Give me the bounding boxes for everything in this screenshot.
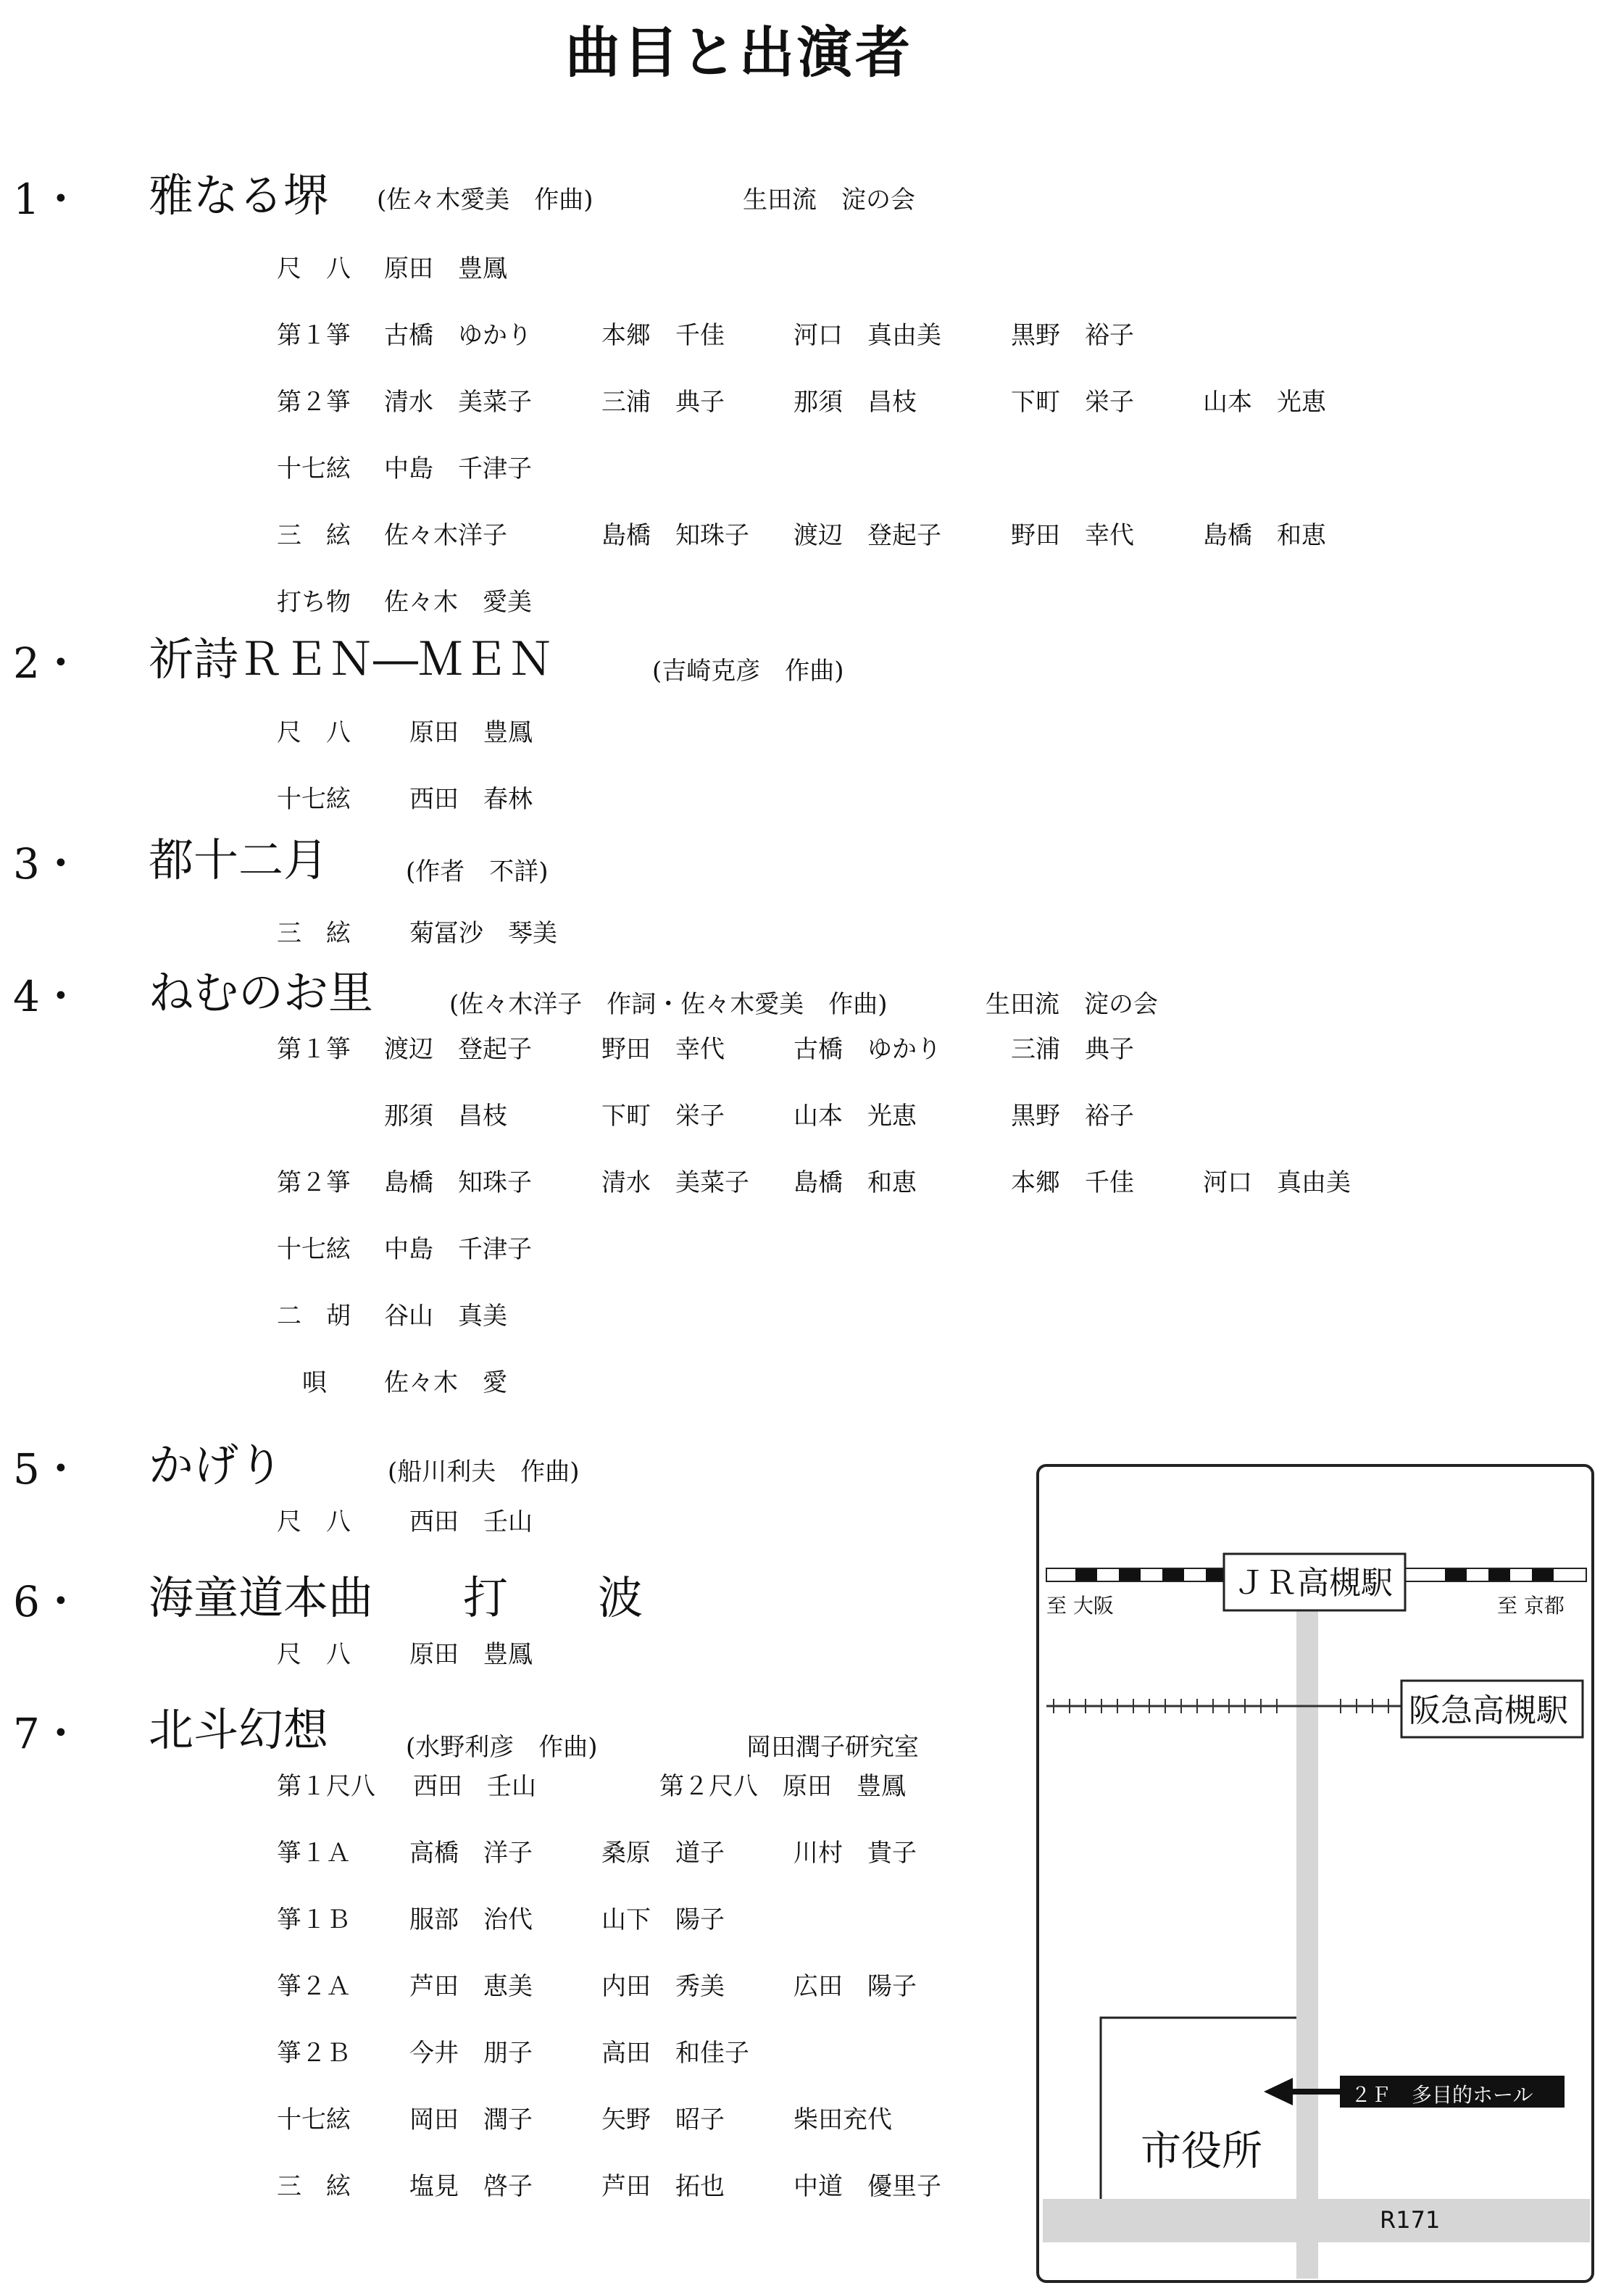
performer-name: 古橋 ゆかり (384, 321, 532, 350)
performer-name: 渡辺 登起子 (793, 521, 941, 550)
performer-role: 十七絃 (277, 785, 351, 814)
performer-role: 唄 (302, 1368, 327, 1397)
performer-row (0, 1833, 1029, 1869)
city-hall-label: 市役所 (1141, 2128, 1262, 2175)
performer-name: 塩見 啓子 (409, 2172, 533, 2201)
performer-name: 服部 治代 (409, 1905, 533, 1934)
performer-role: 尺 八 (277, 254, 351, 283)
piece-title: 都十二月 (149, 833, 329, 886)
performer-row (0, 712, 1029, 749)
performer-role: 第１箏 (277, 1035, 351, 1064)
performer-name: 広田 陽子 (793, 1972, 917, 2001)
performer-row (0, 1363, 1029, 1399)
performer-name: 古橋 ゆかり (793, 1035, 941, 1064)
performer-role: 箏１Ａ (277, 1839, 351, 1868)
piece-title: 北斗幻想 (149, 1703, 329, 1756)
performer-name: 川村 貴子 (793, 1839, 917, 1868)
performer-name: 原田 豊鳳 (409, 1640, 533, 1669)
hankyu-station-label: 阪急高槻駅 (1409, 1692, 1568, 1729)
performer-name: 佐々木 愛 (384, 1368, 507, 1397)
performer-row (0, 1502, 1029, 1538)
piece-number: 4・ (13, 972, 82, 1021)
performer-name: 島橋 和恵 (1203, 521, 1326, 550)
to-osaka-label: 至 大阪 (1046, 1594, 1114, 1618)
performer-name: 島橋 和恵 (793, 1168, 917, 1197)
jr-rail-tie (1162, 1569, 1184, 1581)
performer-name: 島橋 知珠子 (384, 1168, 532, 1197)
performer-role: 尺 八 (277, 718, 351, 747)
performer-name: 黒野 裕子 (1011, 321, 1134, 350)
performer-name: 佐々木洋子 (384, 521, 507, 550)
performer-role: 箏１Ｂ (277, 1905, 351, 1934)
performer-name: 下町 栄子 (1011, 388, 1134, 417)
performer-name: 中道 優里子 (793, 2172, 941, 2201)
performer-role: 箏２Ｂ (277, 2039, 351, 2068)
performer-name: 本郷 千佳 (601, 321, 725, 350)
piece-title: ねむのお里 (149, 966, 374, 1019)
performer-row (0, 449, 1029, 485)
performer-name: 西田 壬山 (413, 1772, 536, 1801)
performer-row (0, 515, 1326, 552)
performer-name: 岡田 潤子 (409, 2105, 533, 2134)
piece-number: 2・ (13, 639, 82, 688)
performer-name: 黒野 裕子 (1011, 1102, 1134, 1131)
performer-name: 高田 和佳子 (601, 2039, 749, 2068)
performer-role: 打ち物 (277, 588, 351, 617)
performer-row (0, 1296, 1029, 1332)
vertical-road (1296, 1583, 1318, 2279)
jr-station-label: ＪＲ高槻駅 (1233, 1565, 1393, 1602)
performer-name: 内田 秀美 (601, 1972, 725, 2001)
piece-performing-group: 生田流 淀の会 (986, 990, 1158, 1019)
performer-row (0, 1029, 1134, 1065)
jr-rail-tie (1075, 1569, 1097, 1581)
performer-name: 第２尺八 原田 豊鳳 (659, 1772, 906, 1801)
performer-name: 柴田充代 (793, 2105, 892, 2134)
performer-name: 原田 豊鳳 (384, 254, 507, 283)
performer-name: 桑原 道子 (601, 1839, 725, 1868)
piece-number: 3・ (13, 839, 82, 889)
performer-name: 原田 豊鳳 (409, 718, 533, 747)
performer-name: 高橋 洋子 (409, 1839, 533, 1868)
piece-title: 雅なる堺 (149, 169, 329, 222)
performer-row (0, 779, 1029, 815)
performer-role: 十七絃 (277, 454, 351, 483)
performer-name: 谷山 真美 (384, 1302, 507, 1331)
performer-row (0, 382, 1326, 418)
performer-row (0, 582, 1029, 618)
performer-name: 西田 壬山 (409, 1507, 533, 1536)
performer-name: 山下 陽子 (601, 1905, 725, 1934)
performer-role: 三 絃 (277, 919, 351, 948)
performer-role: 第２箏 (277, 1168, 351, 1197)
performer-row (0, 1096, 1134, 1132)
piece-title: 海童道本曲 打 波 (149, 1571, 643, 1624)
performer-role: 十七絃 (277, 2105, 351, 2134)
performer-role: 三 絃 (277, 521, 351, 550)
performer-row (0, 249, 1029, 285)
performer-name: 那須 昌枝 (793, 388, 917, 417)
performer-row (0, 1229, 1029, 1265)
performer-name: 三浦 典子 (601, 388, 725, 417)
performer-role: 二 胡 (277, 1302, 351, 1331)
performer-name: 矢野 昭子 (601, 2105, 725, 2134)
piece-title: かげり (149, 1439, 284, 1492)
performer-role: 十七絃 (277, 1235, 351, 1264)
performer-name: 芦田 拓也 (601, 2172, 725, 2201)
performer-row (0, 2033, 1029, 2069)
performer-row (0, 1162, 1351, 1199)
performer-name: 芦田 恵美 (409, 1972, 533, 2001)
piece-composer-note: (水野利彦 作曲) (406, 1733, 598, 1762)
piece-performing-group: 岡田潤子研究室 (746, 1733, 919, 1762)
performer-name: 清水 美菜子 (601, 1168, 749, 1197)
performer-row (0, 2166, 1029, 2203)
piece-number: 5・ (13, 1444, 82, 1494)
r171-road (1043, 2199, 1590, 2242)
piece-composer-note: (吉崎克彦 作曲) (652, 657, 844, 686)
performer-name: 野田 幸代 (601, 1035, 725, 1064)
performer-role: 尺 八 (277, 1640, 351, 1669)
performer-role: 尺 八 (277, 1507, 351, 1536)
performer-name: 渡辺 登起子 (384, 1035, 532, 1064)
piece-number: 6・ (13, 1577, 82, 1626)
performer-name: 西田 春林 (409, 785, 533, 814)
r171-label: R171 (1380, 2206, 1441, 2234)
performer-name: 今井 朋子 (409, 2039, 533, 2068)
performer-name: 三浦 典子 (1011, 1035, 1134, 1064)
piece-number: 1・ (13, 175, 82, 224)
performer-name: 菊冨沙 琴美 (409, 919, 557, 948)
performer-name: 野田 幸代 (1011, 521, 1134, 550)
performer-row (0, 2100, 1029, 2136)
performer-name: 山本 光恵 (1203, 388, 1326, 417)
performer-role: 第２箏 (277, 388, 351, 417)
performer-name: 清水 美菜子 (384, 388, 532, 417)
hall-label: ２Ｆ 多目的ホール (1351, 2083, 1533, 2107)
jr-rail-tie (1445, 1569, 1467, 1581)
piece-composer-note: (佐々木洋子 作詞・佐々木愛美 作曲) (449, 990, 888, 1019)
piece-number: 7・ (13, 1709, 82, 1758)
performer-name: 本郷 千佳 (1011, 1168, 1134, 1197)
page-title: 曲目と出演者 (565, 20, 913, 85)
performer-row (0, 1634, 1029, 1671)
performer-name: 河口 真由美 (793, 321, 941, 350)
hall-arrow-head (1264, 2078, 1293, 2105)
jr-rail-tie (1119, 1569, 1141, 1581)
performer-name: 下町 栄子 (601, 1102, 725, 1131)
performer-name: 中島 千津子 (384, 1235, 532, 1264)
performer-row (0, 1900, 1029, 1936)
piece-composer-note: (船川利夫 作曲) (388, 1457, 580, 1486)
jr-rail-tie (1488, 1569, 1510, 1581)
performer-name: 中島 千津子 (384, 454, 532, 483)
performer-name: 那須 昌枝 (384, 1102, 507, 1131)
performer-row (0, 1966, 1029, 2002)
performer-role: 第１尺八 (277, 1772, 375, 1801)
piece-performing-group: 生田流 淀の会 (743, 186, 915, 215)
piece-composer-note: (作者 不詳) (406, 857, 549, 886)
to-kyoto-label: 至 京都 (1497, 1594, 1565, 1618)
jr-rail-tie (1532, 1569, 1554, 1581)
performer-name: 河口 真由美 (1203, 1168, 1351, 1197)
performer-role: 箏２Ａ (277, 1972, 351, 2001)
performer-row (0, 315, 1134, 352)
piece-composer-note: (佐々木愛美 作曲) (377, 186, 593, 215)
performer-row (0, 913, 1029, 949)
access-map (1036, 1464, 1594, 2283)
performer-row (0, 1766, 1029, 1802)
piece-title: 祈詩ＲＥＮ―ＭＥＮ (149, 633, 554, 686)
performer-role: 第１箏 (277, 321, 351, 350)
performer-name: 佐々木 愛美 (384, 588, 532, 617)
performer-name: 島橋 知珠子 (601, 521, 749, 550)
performer-name: 山本 光恵 (793, 1102, 917, 1131)
performer-role: 三 絃 (277, 2172, 351, 2201)
